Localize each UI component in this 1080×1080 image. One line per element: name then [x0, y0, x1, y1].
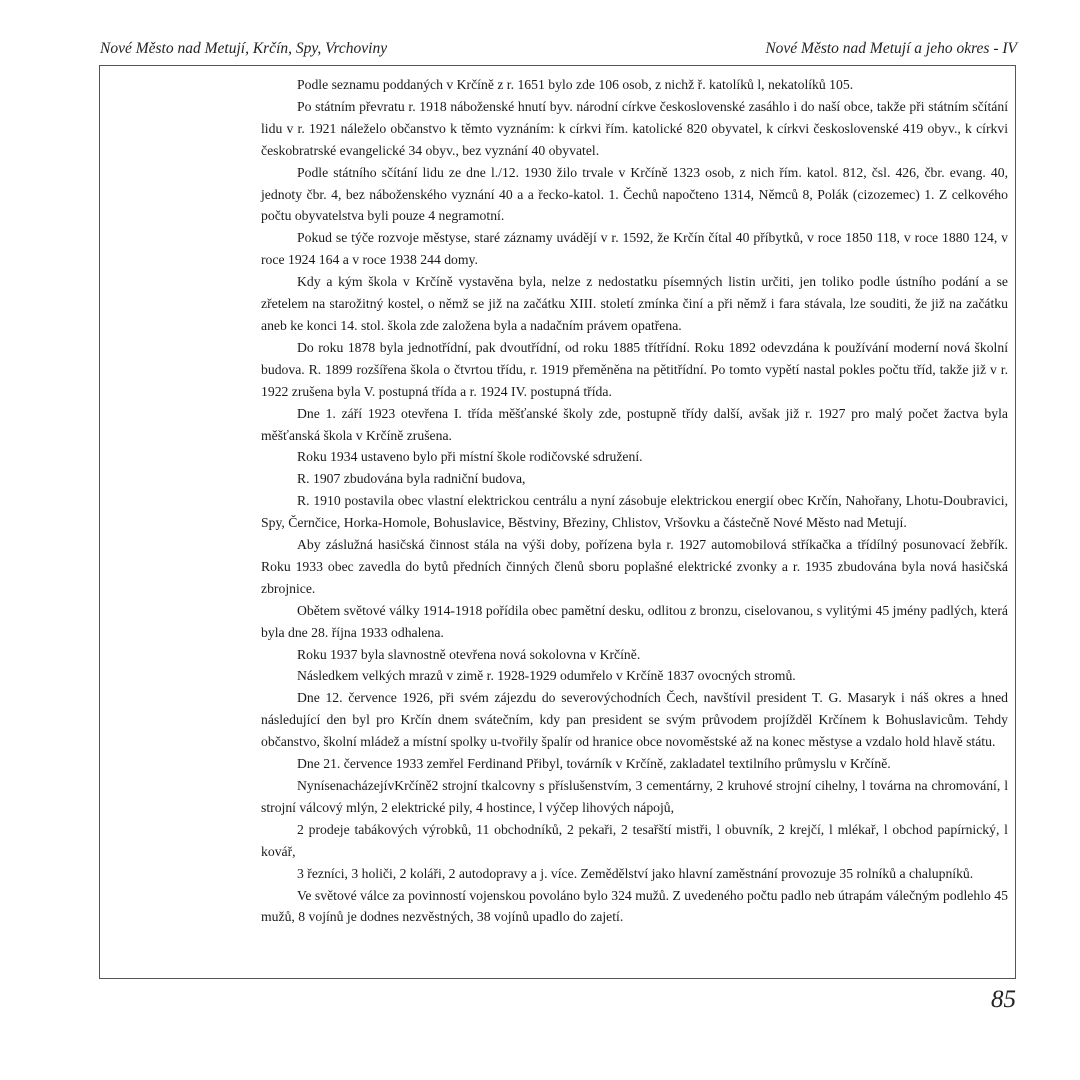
- paragraph: Dne 12. července 1926, při svém zájezdu do severovýchodních Čech, navštívil president T. G. Masaryk i náš okres a hned následující den byl pro Krčín dnem svátečním, kdy pan president se svým průvodem projížděl Krčínem k Bohuslavicům. Tehdy občanstvo, školní mládež a místní spolky u-tvořily špalír od hranice obce novoměstské až na konec městyse a vzdalo hold hlavě státu.: [261, 690, 1008, 750]
- paragraph: Ve světové válce za povinností vojenskou povoláno bylo 324 mužů. Z uvedeného počtu padlo neb útrapám válečným podlehlo 45 mužů, 8 vojínů je dodnes nezvěstných, 38 vojínů upadlo do zajetí.: [261, 887, 1008, 925]
- paragraph: Dne 21. července 1933 zemřel Ferdinand Přibyl, továrník v Krčíně, zakladatel textilního průmyslu v Krčíně.: [297, 756, 891, 772]
- page-number: 85: [991, 986, 1016, 1013]
- running-head: [100, 38, 1017, 60]
- paragraph: Následkem velkých mrazů v zimě r. 1928-1929 odumřelo v Krčíně 1837 ovocných stromů.: [297, 668, 796, 684]
- paragraph: 3 řezníci, 3 holiči, 2 koláři, 2 autodopravy a j. více. Zemědělství jako hlavní zaměstnání provozuje 35 rolníků a chalupníků.: [297, 865, 974, 881]
- paragraph: Podle státního sčítání lidu ze dne l./12. 1930 žilo trvale v Krčíně 1323 osob, z nich řím. katol. 812, čsl. 426, čbr. evang. 40, jednoty čbr. 4, bez náboženského vyznání 40 a a řecko-katol. 1. Čechů napočteno 1314, Němců 8, Polák (cizozemec) 1. Z celkového počtu obyvatelstva byli pouze 4 negramotní.: [261, 164, 1008, 224]
- paragraph: 2 prodeje tabákových výrobků, 11 obchodníků, 2 pekaři, 2 tesařští mistři, l obuvník, 2 krejčí, l mlékař, l obchod papírnický, l kovář,: [261, 821, 1008, 859]
- paragraph: Roku 1934 ustaveno bylo při místní škole rodičovské sdružení.: [297, 449, 643, 465]
- paragraph: Pokud se týče rozvoje městyse, staré záznamy uvádějí v r. 1592, že Krčín čítal 40 příbytků, v roce 1850 118, v roce 1880 124, v roce 1924 164 a v roce 1938 244 domy.: [261, 230, 1008, 268]
- header-left-title: Nové Město nad Metují, Krčín, Spy, Vrchoviny: [100, 40, 388, 57]
- paragraph: Kdy a kým škola v Krčíně vystavěna byla, nelze z nedostatku písemných listin určiti, jen toliko podle ústního podání a se zřetelem na starožitný kostel, o němž se již na začátku XIII. století zmínka činí a při němž i fara stávala, lze souditi, že již na začátku aneb ke konci 14. stol. škola zde založena byla a nadačním právem opatřena.: [261, 274, 1008, 333]
- paragraph: R. 1907 zbudována byla radniční budova,: [297, 471, 526, 487]
- paragraph: Do roku 1878 byla jednotřídní, pak dvoutřídní, od roku 1885 třítřídní. Roku 1892 odevzdána k používání moderní nová školní budova. R. 1899 rozšířena škola o čtvrtou třídu, r. 1919 přeměněna na pětitřídní. Po tomto vypětí nastal pokles počtu tříd, takže již v r. 1922 zrušena byla V. postupná třída a r. 1924 IV. postupná třída.: [261, 339, 1008, 399]
- paragraph: Obětem světové války 1914-1918 pořídila obec pamětní desku, odlitou z bronzu, ciselovanou, s vylitými 45 jmény padlých, která byla dne 28. října 1933 odhalena.: [261, 602, 1008, 640]
- header-right-title: Nové Město nad Metují a jeho okres - IV: [765, 40, 1017, 57]
- body-text: [261, 74, 1008, 928]
- paragraph: Roku 1937 byla slavnostně otevřena nová sokolovna v Krčíně.: [297, 646, 641, 662]
- paragraph: NynísenacházejívKrčíně2 strojní tkalcovny s příslušenstvím, 3 cementárny, 2 kruhové strojní cihelny, l továrna na chromování, l strojní válcový mlýn, 2 elektrické pily, 4 hostince, l výčep lihových nápojů,: [261, 778, 1008, 815]
- paragraph: R. 1910 postavila obec vlastní elektrickou centrálu a nyní zásobuje elektrickou energií obec Krčín, Nahořany, Lhotu-Doubravici, Spy, Černčice, Horka-Homole, Bohuslavice, Běstviny, Březiny, Chlistov, Vršovku a částečně Nové Město nad Metují.: [261, 493, 1008, 531]
- paragraph: Podle seznamu poddaných v Krčíně z r. 1651 bylo zde 106 osob, z nichž ř. katolíků l, nekatolíků 105.: [297, 77, 854, 92]
- paragraph: Po státním převratu r. 1918 náboženské hnutí byv. národní církve československé zasáhlo i do naší obce, takže při státním sčítání lidu v r. 1921 náleželo občanstvo k těmto vyznáním: k církvi řím. katolické 820 obyvatel, k církvi československé 419 obyv., k církvi českobratrské evangelické 34 obyv., bez vyznání 40 obyvatel.: [261, 98, 1008, 158]
- paragraph: Dne 1. září 1923 otevřena I. třída měšťanské školy zde, postupně třídy další, avšak již r. 1927 pro malý počet žactva byla měšťanská škola v Krčíně zrušena.: [261, 405, 1008, 443]
- paragraph: Aby záslužná hasičská činnost stála na výši doby, pořízena byla r. 1927 automobilová stříkačka a třídílný posunovací žebřík. Roku 1933 obec zavedla do bytů předních činných členů sboru poplašné elektrické zvonky a r. 1935 zbudována byla nová hasičská zbrojnice.: [261, 537, 1008, 596]
